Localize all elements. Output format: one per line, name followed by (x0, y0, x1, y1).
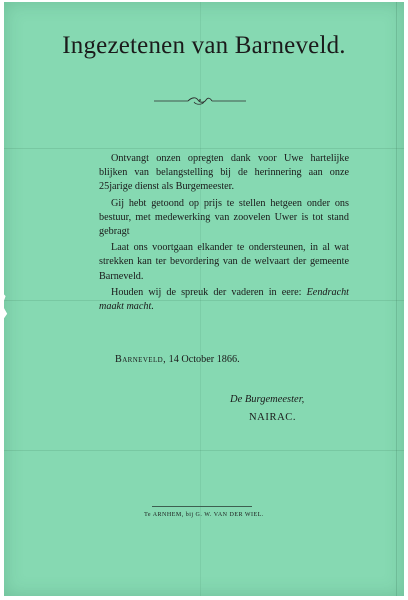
printed-notice-sheet (4, 2, 404, 596)
body-paragraph: Gij hebt getoond op prijs te stellen hetgeen onder ons bestuur, met medewerking van zoovelen Uwer is tot stand gebragt (99, 197, 349, 238)
date-line (115, 354, 240, 365)
notice-body (99, 152, 349, 318)
body-paragraph: Ontvangt onzen opregten dank voor Uwe hartelijke blijken van belangstelling bij de herinnering aan onze 25jarige dienst als Burgemeester. (99, 153, 349, 193)
signature-name: NAIRAC. (249, 412, 297, 423)
notice-title: Ingezetenen van Barneveld. (62, 32, 346, 59)
signature-title: De Burgemeester, (230, 394, 305, 405)
paper-fold-line (4, 148, 404, 149)
date-place: Barneveld, (115, 354, 167, 365)
printer-imprint: Te ARNHEM, bij G. W. VAN DER WIEL. (144, 512, 264, 518)
body-paragraph: Laat ons voortgaan elkander te ondersteunen, in al wat strekken kan ter bevordering van de welvaart der gemeente Barneveld. (99, 242, 349, 282)
paper-fold-line (4, 450, 404, 451)
closing-text: Houden wij de spreuk der vaderen in eere: (111, 286, 302, 298)
ornament-divider-icon (152, 96, 248, 106)
paper-edge-shadow (396, 2, 397, 596)
date-value: 14 October 1866. (168, 354, 240, 365)
footer-rule (152, 506, 252, 507)
closing-motto: Eendracht maakt macht. (99, 286, 350, 313)
closing-paragraph (99, 286, 349, 314)
